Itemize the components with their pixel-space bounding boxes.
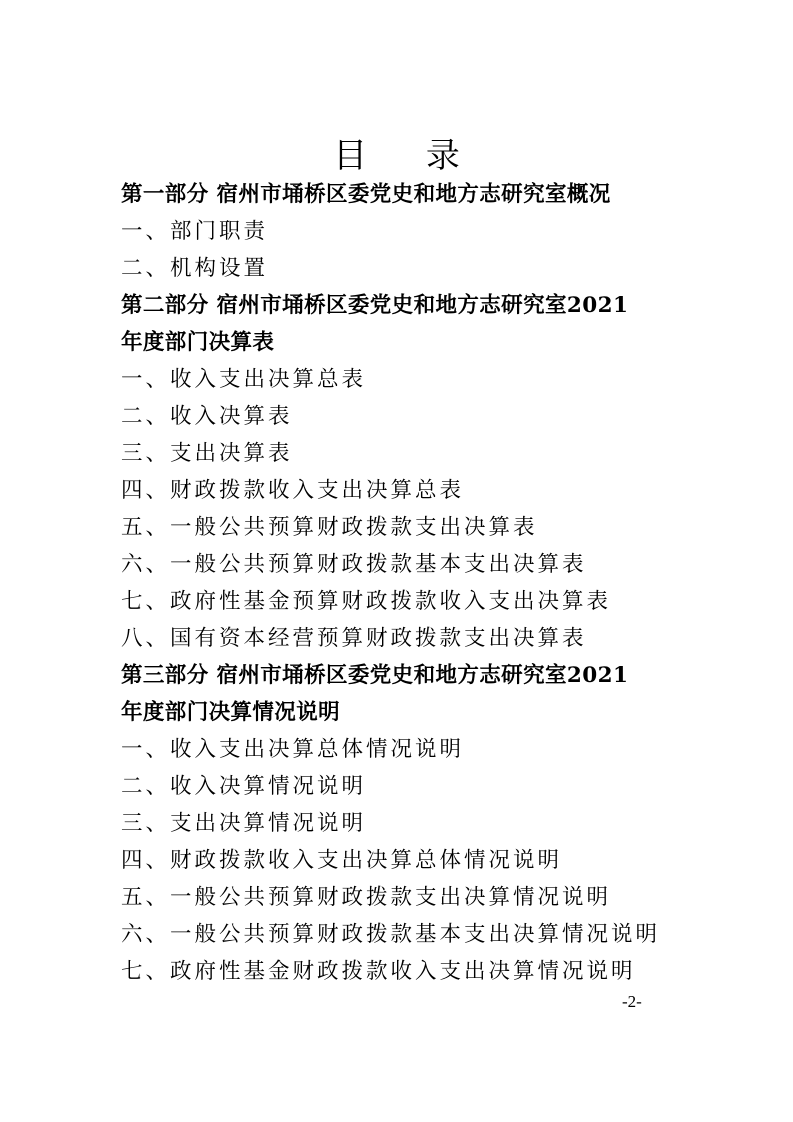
- page-title: 目 录: [333, 136, 484, 176]
- table-of-contents: [121, 176, 681, 990]
- toc-item: 七、政府性基金预算财政拨款收入支出决算表: [121, 589, 612, 614]
- toc-item: 五、一般公共预算财政拨款支出决算情况说明: [121, 885, 612, 910]
- toc-item: 三、支出决算情况说明: [121, 811, 367, 836]
- toc-item: 一、部门职责: [121, 219, 269, 244]
- toc-item: 五、一般公共预算财政拨款支出决算表: [121, 515, 538, 540]
- toc-item: 一、收入支出决算总体情况说明: [121, 737, 465, 762]
- toc-part-heading: 第二部分 宿州市埇桥区委党史和地方志研究室2021: [121, 293, 629, 318]
- toc-part-heading-continued: 年度部门决算情况说明: [121, 700, 341, 725]
- toc-item: 三、支出决算表: [121, 441, 293, 466]
- toc-item: 四、财政拨款收入支出决算总体情况说明: [121, 848, 563, 873]
- toc-item: 六、一般公共预算财政拨款基本支出决算情况说明: [121, 922, 661, 947]
- toc-item: 二、机构设置: [121, 256, 269, 281]
- toc-item: 四、财政拨款收入支出决算总表: [121, 478, 465, 503]
- toc-item: 二、收入决算表: [121, 404, 293, 429]
- toc-item: 六、一般公共预算财政拨款基本支出决算表: [121, 552, 587, 577]
- toc-item: 一、收入支出决算总表: [121, 367, 367, 392]
- toc-part-heading: 第三部分 宿州市埇桥区委党史和地方志研究室2021: [121, 663, 629, 688]
- toc-item: 二、收入决算情况说明: [121, 774, 367, 799]
- toc-part-heading: 第一部分 宿州市埇桥区委党史和地方志研究室概况: [121, 182, 611, 207]
- page-number: -2-: [622, 992, 642, 1011]
- toc-item: 七、政府性基金财政拨款收入支出决算情况说明: [121, 959, 636, 984]
- toc-part-heading-continued: 年度部门决算表: [121, 330, 275, 355]
- toc-item: 八、国有资本经营预算财政拨款支出决算表: [121, 626, 587, 651]
